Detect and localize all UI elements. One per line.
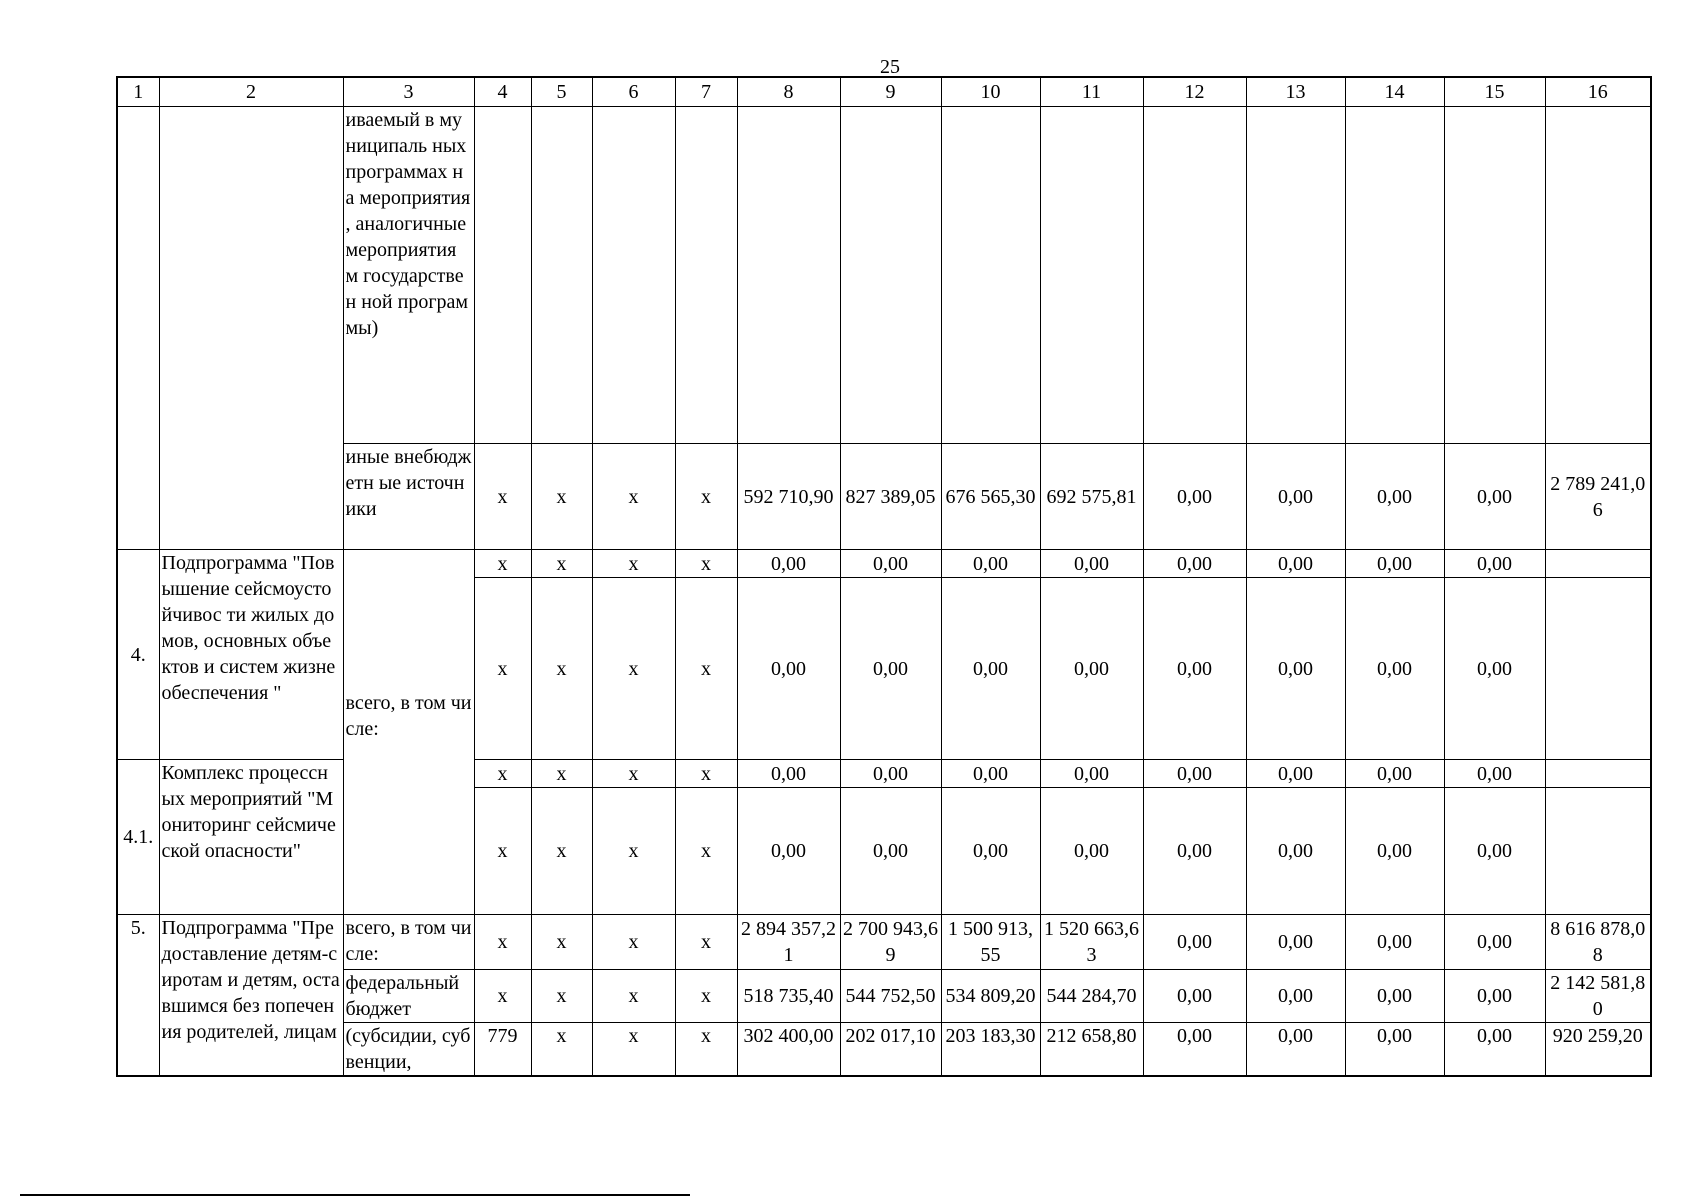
value-cell [1545,788,1651,915]
value-cell: 0,00 [941,550,1040,578]
value-cell: х [474,915,531,970]
value-cell: х [592,788,675,915]
header-cell: 11 [1040,77,1143,107]
table-row [117,107,1651,444]
value-cell: 0,00 [941,788,1040,915]
value-cell: 2 700 943,69 [840,915,941,970]
value-cell: х [531,760,592,788]
page-number: 25 [880,56,900,78]
value-cell: х [675,915,737,970]
value-cell: 1 520 663,63 [1040,915,1143,970]
value-cell [1545,550,1651,578]
value-cell: х [592,578,675,760]
table-row [117,915,1651,970]
value-cell: 0,00 [1143,915,1246,970]
value-cell: 0,00 [1143,444,1246,550]
value-cell: 0,00 [1345,760,1444,788]
header-cell: 15 [1444,77,1545,107]
value-cell: х [531,1023,592,1077]
value-cell: 0,00 [1345,915,1444,970]
value-cell: х [531,915,592,970]
value-cell: х [474,970,531,1023]
value-cell: 0,00 [1444,788,1545,915]
value-cell: 534 809,20 [941,970,1040,1023]
value-cell: 692 575,81 [1040,444,1143,550]
value-cell: 0,00 [1444,444,1545,550]
value-cell: 779 [474,1023,531,1077]
value-cell: х [675,970,737,1023]
value-cell: 0,00 [1143,760,1246,788]
num-cell: 4. [117,550,159,760]
header-cell: 7 [675,77,737,107]
value-cell: 0,00 [1345,550,1444,578]
header-cell: 12 [1143,77,1246,107]
value-cell: х [474,578,531,760]
value-cell: 0,00 [1040,788,1143,915]
num-cell: 5. [117,915,159,1077]
name-cell [159,107,343,550]
num-cell: 4.1. [117,760,159,915]
value-cell: 0,00 [1040,550,1143,578]
value-cell: х [675,444,737,550]
value-cell: 827 389,05 [840,444,941,550]
source-cell: иные внебюджетн ые источники [343,444,474,550]
header-cell: 14 [1345,77,1444,107]
header-cell: 5 [531,77,592,107]
value-cell: 0,00 [737,788,840,915]
value-cell: 0,00 [1444,1023,1545,1077]
value-cell: 0,00 [1345,444,1444,550]
source-cell: федеральный бюджет [343,970,474,1023]
value-cell: х [474,550,531,578]
footer-rule [20,1194,690,1196]
value-cell [1545,760,1651,788]
value-cell: 544 752,50 [840,970,941,1023]
value-cell: 0,00 [1143,970,1246,1023]
value-cell: 0,00 [1246,970,1345,1023]
value-cell: х [474,444,531,550]
header-cell: 8 [737,77,840,107]
value-cell: 0,00 [737,550,840,578]
value-cell: х [531,788,592,915]
header-cell: 10 [941,77,1040,107]
value-cell: 0,00 [1246,550,1345,578]
value-cell: 2 894 357,21 [737,915,840,970]
value-cell: х [592,970,675,1023]
value-cell: 544 284,70 [1040,970,1143,1023]
value-cell: х [592,550,675,578]
value-cell: 1 500 913,55 [941,915,1040,970]
header-cell: 16 [1545,77,1651,107]
value-cell: 0,00 [1345,788,1444,915]
value-cell: х [675,550,737,578]
value-cell: 0,00 [1444,578,1545,760]
value-cell: х [531,970,592,1023]
value-cell: 0,00 [1143,788,1246,915]
name-cell: Комплекс процессных мероприятий "Мониторинг сейсмической опасности" [159,760,343,915]
value-cell: 0,00 [1246,578,1345,760]
value-cell: 0,00 [840,760,941,788]
value-cell: 0,00 [1345,1023,1444,1077]
value-cell: х [675,788,737,915]
value-cell: 0,00 [1246,788,1345,915]
value-cell: 0,00 [1246,760,1345,788]
header-row [117,77,1651,107]
source-cell: всего, в том числе: [343,915,474,970]
source-cell: иваемый в муниципаль ных программах на мероприятия , аналогичные мероприятия м государствен ной программы) [343,107,474,444]
value-cell: 592 710,90 [737,444,840,550]
value-cell: 0,00 [1143,578,1246,760]
header-cell: 6 [592,77,675,107]
value-cell: 0,00 [840,550,941,578]
value-cell: 0,00 [840,578,941,760]
value-cell: 0,00 [1444,760,1545,788]
value-cell: х [592,444,675,550]
value-cell: х [675,1023,737,1077]
value-cell [1545,578,1651,760]
value-cell: 0,00 [1143,1023,1246,1077]
value-cell: х [531,444,592,550]
value-cell: 920 259,20 [1545,1023,1651,1077]
value-cell: 518 735,40 [737,970,840,1023]
value-cell: 0,00 [840,788,941,915]
source-cell: всего, в том числе: [343,550,474,915]
table-row [117,550,1651,578]
value-cell: х [474,760,531,788]
value-cell: 0,00 [941,760,1040,788]
header-cell: 13 [1246,77,1345,107]
value-cell: х [531,578,592,760]
value-cell: х [675,578,737,760]
value-cell: х [675,760,737,788]
value-cell: 0,00 [1444,550,1545,578]
value-cell: 0,00 [1246,444,1345,550]
value-cell: 8 616 878,08 [1545,915,1651,970]
table-row [117,444,1651,550]
header-cell: 2 [159,77,343,107]
value-cell: 302 400,00 [737,1023,840,1077]
value-cell: 0,00 [941,578,1040,760]
value-cell: 212 658,80 [1040,1023,1143,1077]
budget-table [116,76,1652,1077]
header-cell: 3 [343,77,474,107]
value-cell: х [474,788,531,915]
value-cell: 0,00 [1246,915,1345,970]
value-cell: 2 142 581,80 [1545,970,1651,1023]
value-cell: х [531,550,592,578]
value-cell: 0,00 [1040,760,1143,788]
source-cell: (субсидии, субвенции, [343,1023,474,1077]
table-row [117,970,1651,1023]
name-cell: Подпрограмма "Предоставление детям-сиротам и детям, оставшимся без попечения родителей, лицам [159,915,343,1077]
value-cell: 0,00 [737,760,840,788]
value-cell: 0,00 [1040,578,1143,760]
header-cell: 4 [474,77,531,107]
value-cell: 0,00 [1246,1023,1345,1077]
value-cell: 0,00 [737,578,840,760]
value-cell: х [592,915,675,970]
num-cell [117,107,159,550]
value-cell: х [592,1023,675,1077]
value-cell: 0,00 [1143,550,1246,578]
value-cell: 2 789 241,06 [1545,444,1651,550]
value-cell: 0,00 [1345,578,1444,760]
header-cell: 1 [117,77,159,107]
value-cell: 0,00 [1444,915,1545,970]
header-cell: 9 [840,77,941,107]
table-row [117,1023,1651,1077]
value-cell: 0,00 [1345,970,1444,1023]
value-cell: 0,00 [1444,970,1545,1023]
value-cell: 202 017,10 [840,1023,941,1077]
name-cell: Подпрограмма "Повышение сейсмоустойчивос ти жилых домов, основных объектов и систем жизнеобеспечения " [159,550,343,760]
value-cell: 676 565,30 [941,444,1040,550]
value-cell: х [592,760,675,788]
value-cell: 203 183,30 [941,1023,1040,1077]
